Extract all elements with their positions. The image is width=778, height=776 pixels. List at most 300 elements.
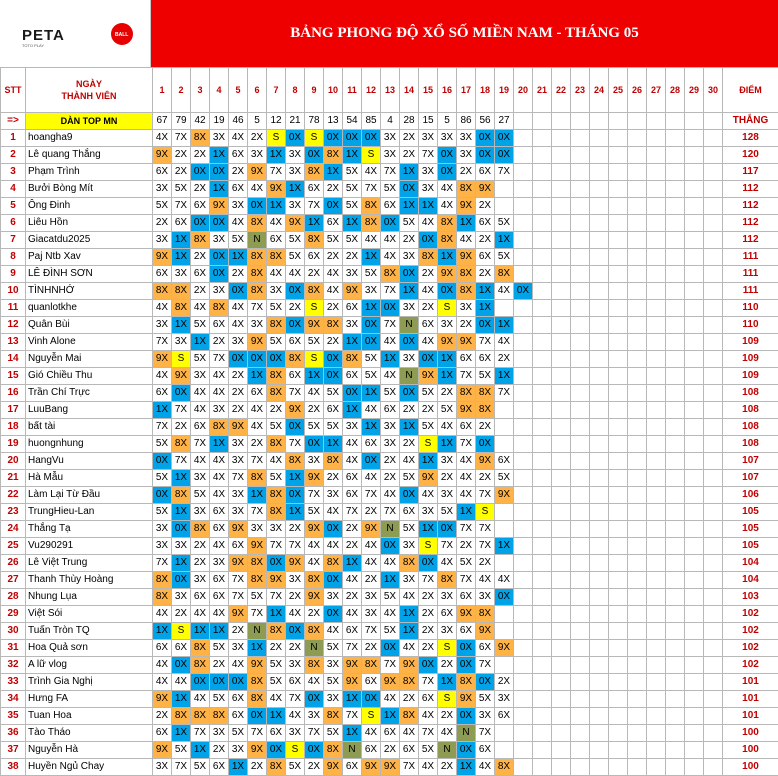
result-cell: 5X (210, 691, 229, 708)
result-cell: S (267, 130, 286, 147)
result-cell: 1X (362, 385, 381, 402)
row-points: 105 (723, 521, 778, 538)
row-stt: 35 (1, 708, 26, 725)
result-cell: 4X (457, 470, 476, 487)
empty-cell (533, 725, 552, 742)
empty-cell (666, 640, 685, 657)
empty-cell (704, 181, 723, 198)
empty-cell (647, 572, 666, 589)
result-cell: 2X (324, 300, 343, 317)
empty-cell (514, 334, 533, 351)
empty-cell (590, 300, 609, 317)
result-cell: 6X (343, 300, 362, 317)
empty-cell (647, 419, 666, 436)
result-cell: 5X (191, 351, 210, 368)
result-cell: 3X (153, 521, 172, 538)
result-cell: 2X (324, 181, 343, 198)
top-number: 15 (419, 113, 438, 130)
result-cell: 4X (381, 555, 400, 572)
result-cell: 0X (400, 385, 419, 402)
result-cell: 5X (476, 691, 495, 708)
result-cell: 8X (324, 453, 343, 470)
result-cell: 9X (476, 623, 495, 640)
table-row (1, 725, 778, 742)
result-cell: 4X (457, 453, 476, 470)
row-points: 108 (723, 402, 778, 419)
result-cell: 8X (191, 232, 210, 249)
result-cell: 2X (248, 436, 267, 453)
header-stt: STT (1, 68, 26, 113)
empty-cell (514, 181, 533, 198)
result-cell: 1X (400, 164, 419, 181)
result-cell: 7X (248, 504, 267, 521)
result-cell: 4X (362, 402, 381, 419)
empty-cell (647, 215, 666, 232)
result-cell: 8X (248, 691, 267, 708)
result-cell: 0X (438, 147, 457, 164)
result-cell: 8X (400, 555, 419, 572)
empty-cell (514, 487, 533, 504)
empty-cell (666, 674, 685, 691)
result-cell: 8X (457, 266, 476, 283)
result-cell: 7X (343, 708, 362, 725)
header-day: 29 (685, 68, 704, 113)
empty-cell (628, 691, 647, 708)
result-cell: 3X (457, 130, 476, 147)
empty-cell (514, 589, 533, 606)
result-cell: 7X (172, 130, 191, 147)
result-cell: 7X (457, 572, 476, 589)
result-cell: 9X (229, 555, 248, 572)
result-cell: S (305, 351, 324, 368)
empty-cell (533, 640, 552, 657)
result-cell: 3X (305, 453, 324, 470)
header-day: 18 (476, 68, 495, 113)
result-cell: 8X (153, 572, 172, 589)
empty-cell (628, 674, 647, 691)
result-cell: 9X (305, 589, 324, 606)
result-cell: 9X (229, 606, 248, 623)
result-cell: 6X (191, 198, 210, 215)
result-cell: 9X (476, 453, 495, 470)
empty-cell (495, 198, 514, 215)
empty-cell (628, 164, 647, 181)
empty-cell (571, 300, 590, 317)
result-cell: 3X (343, 266, 362, 283)
empty-cell (628, 470, 647, 487)
result-cell: 1X (438, 351, 457, 368)
empty-cell (628, 334, 647, 351)
empty-cell (590, 419, 609, 436)
result-cell: 8X (343, 351, 362, 368)
row-points: 101 (723, 708, 778, 725)
empty-cell (533, 283, 552, 300)
empty-cell (609, 334, 628, 351)
result-cell: 5X (362, 351, 381, 368)
result-cell: 3X (229, 504, 248, 521)
result-cell: 0X (438, 521, 457, 538)
empty-cell (685, 657, 704, 674)
table-row (1, 351, 778, 368)
result-cell: S (172, 351, 191, 368)
member-name: Paj Ntb Xav (26, 249, 153, 266)
result-cell: 3X (438, 317, 457, 334)
empty-cell (590, 538, 609, 555)
result-cell: 0X (495, 130, 514, 147)
row-stt: 2 (1, 147, 26, 164)
empty-cell (666, 147, 685, 164)
result-cell: 2X (248, 759, 267, 776)
empty-cell (647, 147, 666, 164)
empty-cell (590, 589, 609, 606)
result-cell: 6X (267, 725, 286, 742)
result-cell: 2X (400, 436, 419, 453)
result-cell: 7X (362, 623, 381, 640)
row-stt: 9 (1, 266, 26, 283)
result-cell: 2X (305, 606, 324, 623)
row-points: 105 (723, 538, 778, 555)
result-cell: 0X (248, 198, 267, 215)
empty-cell (590, 436, 609, 453)
row-points: 103 (723, 589, 778, 606)
empty-cell (514, 385, 533, 402)
row-points: 104 (723, 572, 778, 589)
result-cell: 5X (495, 215, 514, 232)
result-cell: 9X (457, 606, 476, 623)
result-cell: 1X (153, 623, 172, 640)
header-day: 11 (343, 68, 362, 113)
result-cell: N (400, 368, 419, 385)
table-row (1, 164, 778, 181)
result-cell: 5X (381, 589, 400, 606)
result-cell: 5X (286, 232, 305, 249)
result-cell: 3X (172, 538, 191, 555)
result-cell: 4X (381, 232, 400, 249)
result-cell: 4X (362, 232, 381, 249)
empty-cell (647, 470, 666, 487)
empty-cell (647, 759, 666, 776)
result-cell: 2X (286, 300, 305, 317)
result-cell: 2X (191, 555, 210, 572)
empty-cell (685, 232, 704, 249)
result-cell: 2X (229, 402, 248, 419)
result-cell: 5X (419, 385, 438, 402)
result-cell: 8X (248, 266, 267, 283)
empty-cell (533, 470, 552, 487)
empty-cell (533, 198, 552, 215)
empty-cell (552, 725, 571, 742)
result-cell: 2X (172, 164, 191, 181)
result-cell: 7X (476, 538, 495, 555)
empty-cell (647, 402, 666, 419)
result-cell: 7X (419, 725, 438, 742)
empty-cell (514, 657, 533, 674)
result-cell: 4X (153, 368, 172, 385)
header-day: 21 (533, 68, 552, 113)
result-cell: 4X (362, 555, 381, 572)
result-cell: S (286, 742, 305, 759)
result-cell: 7X (495, 385, 514, 402)
empty-cell (685, 538, 704, 555)
result-cell: 8X (172, 283, 191, 300)
result-cell: 5X (229, 725, 248, 742)
empty-cell (552, 606, 571, 623)
result-cell: 3X (381, 419, 400, 436)
empty-cell (609, 215, 628, 232)
result-cell: 5X (153, 436, 172, 453)
empty-cell (609, 266, 628, 283)
result-cell: 6X (305, 181, 324, 198)
result-cell: 3X (210, 130, 229, 147)
member-name: Liêu Hồn (26, 215, 153, 232)
result-cell: 4X (229, 130, 248, 147)
result-cell: 5X (153, 470, 172, 487)
result-cell: 0X (476, 317, 495, 334)
result-cell: 9X (153, 742, 172, 759)
result-cell: 8X (457, 181, 476, 198)
empty-cell (704, 368, 723, 385)
empty-cell (495, 402, 514, 419)
result-cell: 8X (267, 249, 286, 266)
result-cell: 3X (286, 164, 305, 181)
result-cell: 1X (495, 538, 514, 555)
table-row (1, 147, 778, 164)
result-cell: 5X (191, 487, 210, 504)
empty-cell (685, 470, 704, 487)
result-cell: 0X (286, 419, 305, 436)
empty-cell (533, 334, 552, 351)
result-cell: 4X (343, 606, 362, 623)
result-cell: 0X (210, 164, 229, 181)
result-cell: 9X (495, 487, 514, 504)
empty-cell (514, 640, 533, 657)
empty-cell (685, 283, 704, 300)
result-cell: 6X (229, 181, 248, 198)
member-name: Nhung Lụa (26, 589, 153, 606)
empty-cell (628, 232, 647, 249)
result-cell: 8X (476, 385, 495, 402)
result-cell: 3X (324, 589, 343, 606)
row-stt: 23 (1, 504, 26, 521)
header-member (26, 68, 153, 113)
empty-cell (666, 164, 685, 181)
table-row (1, 317, 778, 334)
result-cell: 7X (248, 453, 267, 470)
result-cell: 4X (305, 538, 324, 555)
result-cell: 5X (324, 674, 343, 691)
result-cell: 7X (305, 725, 324, 742)
top-row-label: DÀN TOP MN (26, 113, 153, 130)
empty-cell (609, 402, 628, 419)
result-cell: 9X (267, 572, 286, 589)
result-cell: 2X (381, 453, 400, 470)
top-number: 85 (362, 113, 381, 130)
result-cell: 3X (229, 640, 248, 657)
result-cell: 4X (229, 657, 248, 674)
member-name: A lữ vlog (26, 657, 153, 674)
result-cell: 2X (476, 470, 495, 487)
result-cell: 4X (229, 215, 248, 232)
empty-cell (704, 283, 723, 300)
result-cell: 2X (343, 538, 362, 555)
header-day: 24 (590, 68, 609, 113)
table-row (1, 470, 778, 487)
result-cell: 5X (324, 419, 343, 436)
empty-cell (685, 759, 704, 776)
result-cell: 7X (438, 538, 457, 555)
row-stt: 19 (1, 436, 26, 453)
top-number: 13 (324, 113, 343, 130)
result-cell: N (457, 725, 476, 742)
empty-cell (552, 572, 571, 589)
table-row (1, 215, 778, 232)
row-stt: 16 (1, 385, 26, 402)
empty-cell (552, 249, 571, 266)
empty-cell (685, 691, 704, 708)
empty-cell (514, 572, 533, 589)
empty-cell (685, 300, 704, 317)
empty-cell (666, 198, 685, 215)
result-cell: 8X (457, 385, 476, 402)
result-cell: S (438, 691, 457, 708)
table-row (1, 453, 778, 470)
result-cell: 8X (362, 657, 381, 674)
result-cell: 0X (362, 453, 381, 470)
member-name: LÊ ĐÌNH SƠN (26, 266, 153, 283)
result-cell: 8X (305, 623, 324, 640)
result-cell: 8X (457, 283, 476, 300)
row-stt: 4 (1, 181, 26, 198)
empty-cell (571, 419, 590, 436)
result-cell: 6X (495, 708, 514, 725)
empty-cell (552, 657, 571, 674)
empty-cell (495, 504, 514, 521)
empty-cell (666, 725, 685, 742)
result-cell: 2X (381, 470, 400, 487)
page-title: BẢNG PHONG ĐỘ XỔ SỐ MIỀN NAM - THÁNG 05 (151, 0, 778, 67)
result-cell: 8X (324, 742, 343, 759)
result-cell: 9X (476, 181, 495, 198)
result-cell: 0X (305, 147, 324, 164)
result-cell: 0X (229, 351, 248, 368)
result-cell: 9X (324, 759, 343, 776)
empty-cell (628, 402, 647, 419)
empty-cell (609, 487, 628, 504)
result-cell: 4X (343, 436, 362, 453)
empty-cell (647, 708, 666, 725)
empty-cell (628, 113, 647, 130)
header-day: 20 (514, 68, 533, 113)
empty-cell (533, 215, 552, 232)
result-cell: 2X (400, 130, 419, 147)
result-cell: 7X (381, 657, 400, 674)
result-cell: 2X (286, 521, 305, 538)
result-cell: 8X (438, 572, 457, 589)
result-cell: 6X (210, 572, 229, 589)
result-cell: 6X (210, 317, 229, 334)
result-cell: 1X (324, 436, 343, 453)
empty-cell (704, 164, 723, 181)
member-name: HangVu (26, 453, 153, 470)
result-cell: 6X (210, 759, 229, 776)
member-name: Quân Bùi (26, 317, 153, 334)
result-cell: 6X (476, 164, 495, 181)
result-cell: 0X (248, 708, 267, 725)
row-points: 105 (723, 504, 778, 521)
result-cell: 8X (210, 300, 229, 317)
empty-cell (552, 351, 571, 368)
row-stt: 11 (1, 300, 26, 317)
empty-cell (514, 521, 533, 538)
result-cell: 1X (172, 249, 191, 266)
result-cell: 3X (362, 283, 381, 300)
empty-cell (514, 470, 533, 487)
empty-cell (571, 147, 590, 164)
result-cell: 5X (419, 419, 438, 436)
result-cell: 3X (229, 334, 248, 351)
result-cell: 1X (172, 470, 191, 487)
result-cell: 0X (153, 453, 172, 470)
result-cell: 2X (153, 708, 172, 725)
result-cell: 6X (229, 691, 248, 708)
result-cell: 7X (305, 198, 324, 215)
result-cell: 9X (248, 164, 267, 181)
result-cell: 7X (286, 691, 305, 708)
result-cell: 9X (381, 674, 400, 691)
result-cell: 7X (286, 385, 305, 402)
result-cell: 2X (191, 147, 210, 164)
result-cell: 7X (286, 436, 305, 453)
empty-cell (704, 436, 723, 453)
empty-cell (514, 198, 533, 215)
empty-cell (590, 657, 609, 674)
result-cell: 2X (400, 147, 419, 164)
empty-cell (514, 249, 533, 266)
result-cell: 6X (172, 640, 191, 657)
empty-cell (647, 181, 666, 198)
result-cell: 7X (191, 436, 210, 453)
empty-cell (571, 555, 590, 572)
result-cell: 8X (305, 283, 324, 300)
result-cell: 1X (400, 606, 419, 623)
empty-cell (628, 147, 647, 164)
result-cell: 5X (343, 232, 362, 249)
empty-cell (609, 555, 628, 572)
empty-cell (647, 436, 666, 453)
empty-cell (514, 504, 533, 521)
result-cell: 3X (438, 589, 457, 606)
result-cell: 9X (153, 691, 172, 708)
result-cell: 7X (248, 300, 267, 317)
top-number: 21 (286, 113, 305, 130)
result-cell: 6X (153, 385, 172, 402)
result-cell: 2X (419, 623, 438, 640)
empty-cell (590, 147, 609, 164)
empty-cell (590, 181, 609, 198)
result-cell: 3X (400, 572, 419, 589)
result-cell: 0X (248, 351, 267, 368)
member-name: hoangha9 (26, 130, 153, 147)
result-cell: 6X (172, 215, 191, 232)
result-cell: 8X (172, 708, 191, 725)
result-cell: S (362, 147, 381, 164)
result-cell: 9X (248, 538, 267, 555)
empty-cell (685, 708, 704, 725)
row-stt: 38 (1, 759, 26, 776)
result-cell: 4X (324, 266, 343, 283)
result-cell: 0X (191, 674, 210, 691)
result-cell: 9X (153, 249, 172, 266)
